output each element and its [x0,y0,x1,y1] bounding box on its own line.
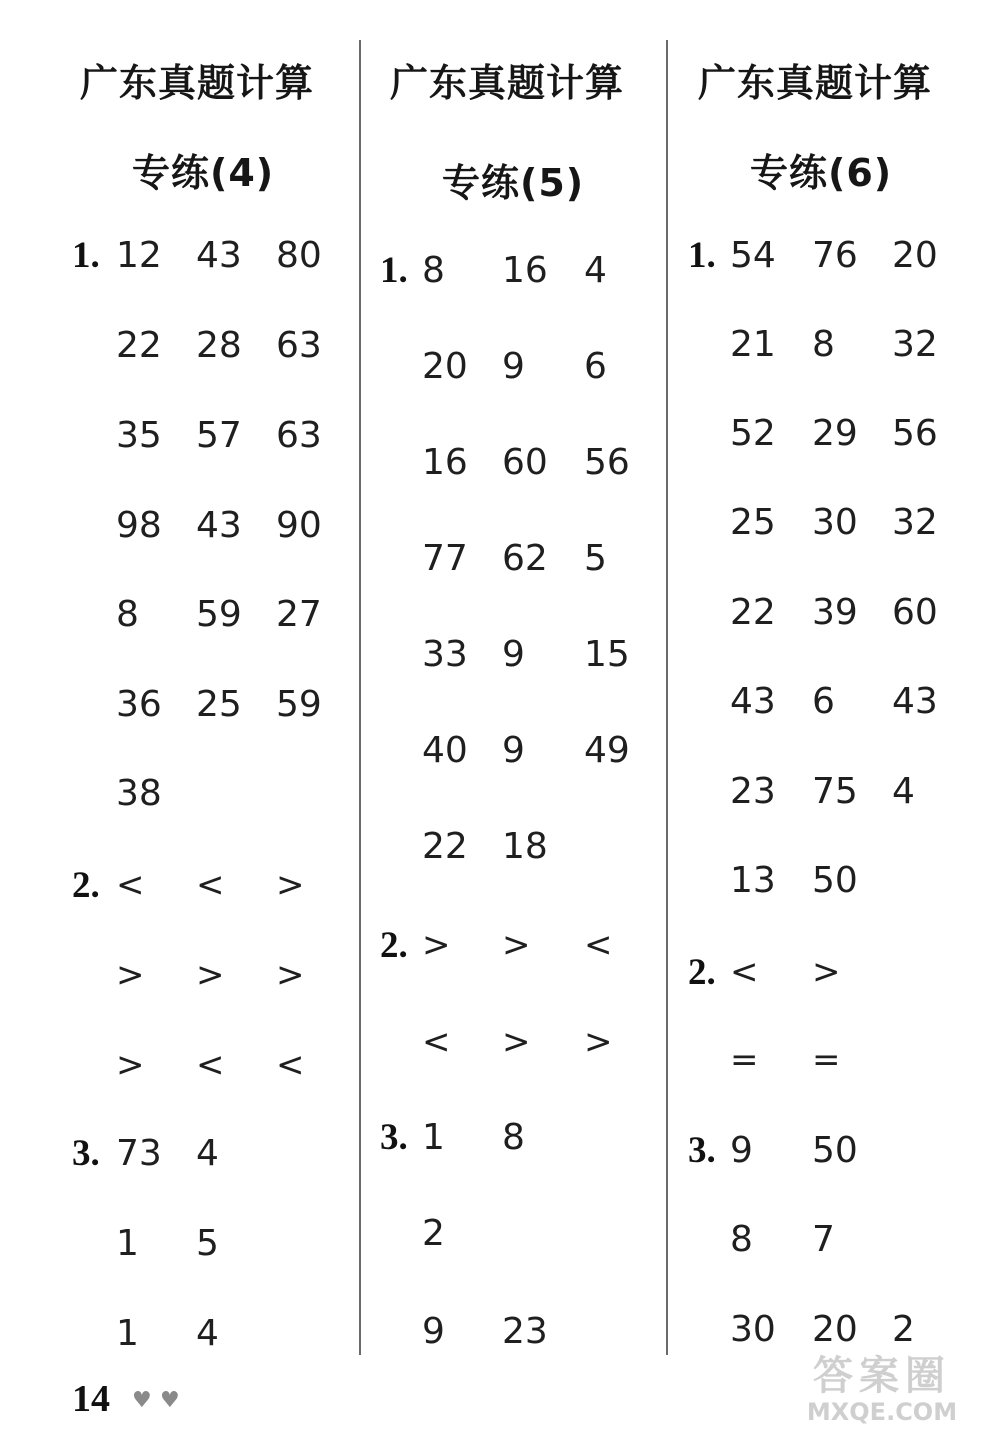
comparison-symbol: < [116,865,145,905]
answer-cell: 38 [116,773,162,814]
question-2-label: 2. [688,952,716,993]
question-1-label: 1. [380,250,408,291]
answer-cell: 13 [730,860,776,901]
answer-cell: 18 [502,826,548,867]
answer-cell: 4 [584,250,607,291]
answer-cell: 1 [422,1117,445,1158]
answer-cell: 27 [276,594,322,635]
answer-cell: 49 [584,730,630,771]
page-number: 14 [72,1378,110,1420]
comparison-symbol: < [584,925,613,965]
answer-cell: 22 [116,325,162,366]
answer-cell: 76 [812,235,858,276]
comparison-symbol: > [502,925,531,965]
answer-cell: 8 [730,1219,753,1260]
comparison-symbol: = [730,1040,759,1080]
comparison-symbol: > [276,955,305,995]
answer-cell: 2 [422,1213,445,1254]
answer-cell: 40 [422,730,468,771]
column-title: 广东真题计算 [698,61,933,105]
watermark-logo-text: 答案圈 [813,1353,951,1399]
question-3-label: 3. [380,1117,408,1158]
comparison-symbol: < [196,865,225,905]
comparison-symbol: = [812,1040,841,1080]
answer-cell: 4 [196,1313,219,1354]
answer-cell: 20 [892,235,938,276]
question-2-label: 2. [380,925,408,966]
answer-cell: 35 [116,415,162,456]
comparison-symbol: < [276,1045,305,1085]
answer-cell: 8 [116,594,139,635]
column-subtitle: 专练(6) [750,151,893,195]
answer-cell: 30 [730,1309,776,1350]
answer-cell: 9 [502,730,525,771]
comparison-symbol: < [730,952,759,992]
answer-cell: 43 [196,235,242,276]
answer-column-6 [668,0,1000,1445]
heart-icon: ♥ [132,1388,152,1413]
answer-cell: 25 [196,684,242,725]
answer-cell: 5 [584,538,607,579]
answer-cell: 6 [584,346,607,387]
answer-cell: 20 [812,1309,858,1350]
answer-cell: 9 [730,1130,753,1171]
answer-cell: 60 [892,592,938,633]
answer-cell: 90 [276,505,322,546]
answer-cell: 43 [730,681,776,722]
answer-cell: 6 [812,681,835,722]
column-subtitle: 专练(4) [132,151,275,195]
answer-cell: 1 [116,1223,139,1264]
answer-cell: 4 [196,1133,219,1174]
answer-cell: 16 [502,250,548,291]
answer-cell: 5 [196,1223,219,1264]
answer-cell: 60 [502,442,548,483]
comparison-symbol: < [196,1045,225,1085]
answer-cell: 8 [422,250,445,291]
answer-cell: 12 [116,235,162,276]
answer-cell: 9 [502,634,525,675]
answer-cell: 29 [812,413,858,454]
answer-cell: 1 [116,1313,139,1354]
question-1-label: 1. [72,235,100,276]
comparison-symbol: > [196,955,225,995]
comparison-symbol: < [422,1022,451,1062]
answer-cell: 39 [812,592,858,633]
answer-cell: 50 [812,860,858,901]
comparison-symbol: > [584,1022,613,1062]
answer-cell: 22 [730,592,776,633]
answer-cell: 15 [584,634,630,675]
comparison-symbol: > [116,1045,145,1085]
heart-icon: ♥ [160,1388,180,1413]
answer-cell: 25 [730,502,776,543]
column-title: 广东真题计算 [80,61,315,105]
answer-cell: 52 [730,413,776,454]
answer-cell: 30 [812,502,858,543]
answer-cell: 63 [276,415,322,456]
answer-cell: 50 [812,1130,858,1171]
question-3-label: 3. [72,1133,100,1174]
answer-cell: 75 [812,771,858,812]
answer-cell: 59 [196,594,242,635]
answer-cell: 32 [892,502,938,543]
answer-cell: 33 [422,634,468,675]
answer-cell: 9 [422,1311,445,1352]
question-2-label: 2. [72,865,100,906]
answer-cell: 98 [116,505,162,546]
answer-cell: 59 [276,684,322,725]
answer-cell: 54 [730,235,776,276]
question-3-label: 3. [688,1130,716,1171]
answer-cell: 2 [892,1309,915,1350]
comparison-symbol: > [812,952,841,992]
answer-cell: 32 [892,324,938,365]
comparison-symbol: > [422,925,451,965]
comparison-symbol: > [276,865,305,905]
watermark-logo [782,1353,982,1436]
answer-column-4 [0,0,360,1445]
answer-cell: 23 [502,1311,548,1352]
answer-cell: 4 [892,771,915,812]
answer-cell: 77 [422,538,468,579]
answer-cell: 43 [892,681,938,722]
answer-cell: 80 [276,235,322,276]
column-subtitle: 专练(5) [442,161,585,205]
question-1-label: 1. [688,235,716,276]
answer-cell: 28 [196,325,242,366]
answer-cell: 8 [812,324,835,365]
watermark-url: MXQE.COM [806,1398,958,1426]
answer-cell: 22 [422,826,468,867]
answer-cell: 63 [276,325,322,366]
answer-cell: 43 [196,505,242,546]
answer-cell: 8 [502,1117,525,1158]
answer-cell: 16 [422,442,468,483]
comparison-symbol: > [116,955,145,995]
answer-cell: 36 [116,684,162,725]
answer-cell: 21 [730,324,776,365]
answer-cell: 7 [812,1219,835,1260]
comparison-symbol: > [502,1022,531,1062]
answer-cell: 23 [730,771,776,812]
answer-cell: 56 [584,442,630,483]
answer-cell: 62 [502,538,548,579]
answer-column-5 [360,0,668,1445]
column-title: 广东真题计算 [390,61,625,105]
answer-cell: 9 [502,346,525,387]
answer-cell: 57 [196,415,242,456]
answer-cell: 73 [116,1133,162,1174]
answer-cell: 56 [892,413,938,454]
answer-cell: 20 [422,346,468,387]
